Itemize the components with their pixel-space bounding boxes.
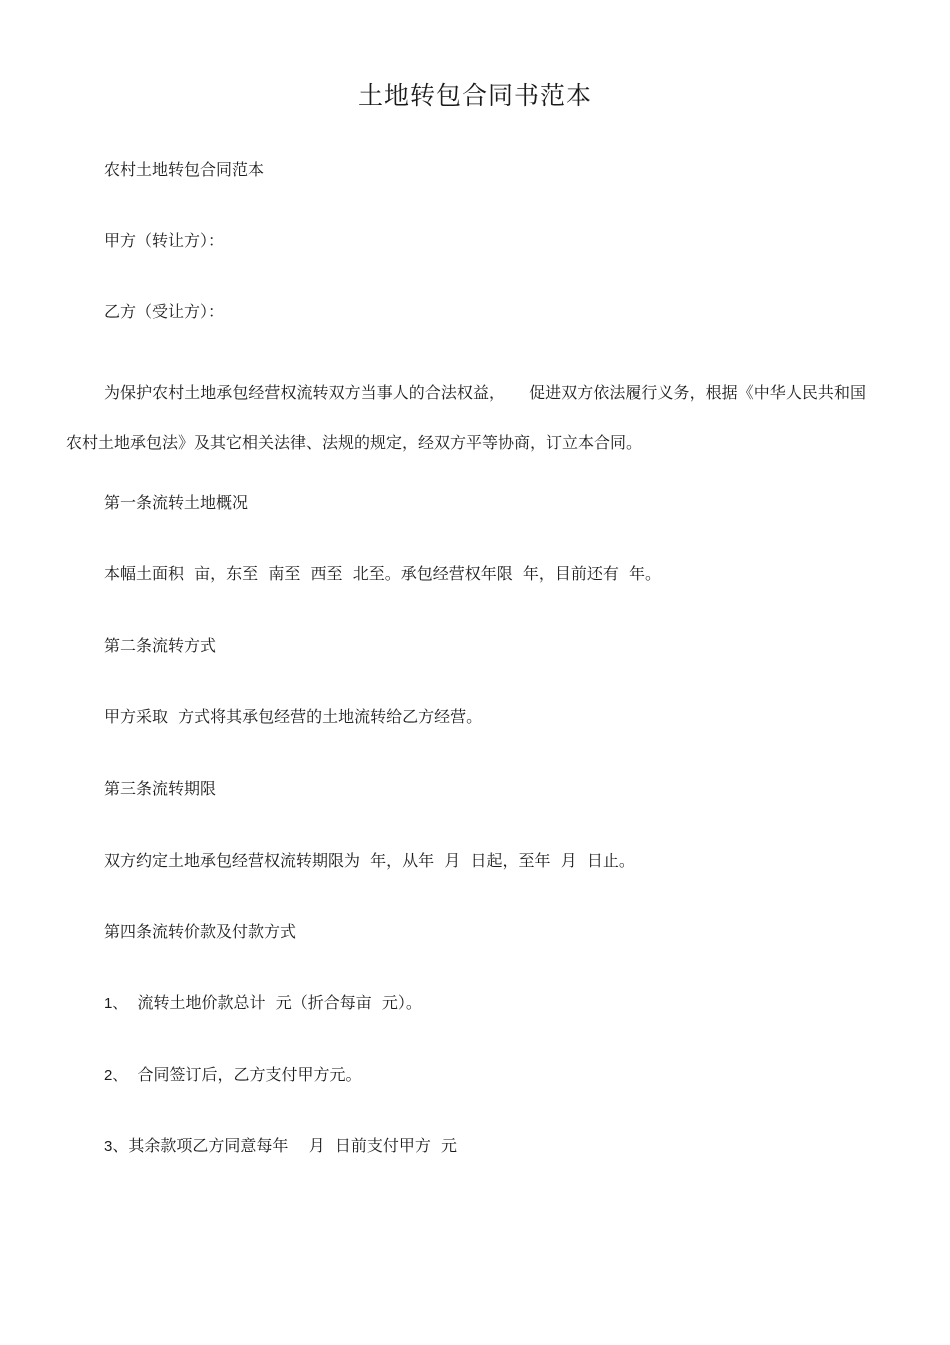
article-3-text: 双方约定土地承包经营权流转期限为 年，从年 月 日起，至年 月 日止。 [104, 851, 635, 870]
payment-item-2 [104, 1063, 362, 1088]
item-text: 、其余款项乙方同意每年 月 日前支付甲方 元 [112, 1136, 458, 1155]
item-text: 合同签订后，乙方支付甲方元。 [127, 1065, 362, 1084]
article-1-text: 本幅土面积 亩，东至 南至 西至 北至。承包经营权年限 年，目前还有 年。 [104, 564, 662, 583]
article-3-heading: 第三条流转期限 [104, 779, 217, 798]
item-number: 1、 [104, 995, 128, 1012]
party-b-line: 乙方（受让方）： [104, 302, 225, 321]
payment-item-1 [104, 991, 422, 1016]
item-number: 3 [104, 1138, 113, 1155]
payment-item-3 [104, 1134, 457, 1159]
party-a-line: 甲方（转让方）： [104, 231, 225, 250]
article-2-heading: 第二条流转方式 [104, 636, 217, 655]
document-subtitle: 农村土地转包合同范本 [104, 160, 265, 179]
item-number: 2、 [104, 1067, 128, 1084]
item-text: 流转土地价款总计 元（折合每亩 元）。 [127, 993, 422, 1012]
preamble-paragraph: 为保护农村土地承包经营权流转双方当事人的合法权益， 促进双方依法履行义务，根据《中华人民共和国农村土地承包法》及其它相关法律、法规的规定，经双方平等协商，订立本合同。 [66, 383, 866, 452]
article-2-text: 甲方采取 方式将其承包经营的土地流转给乙方经营。 [104, 707, 483, 726]
document-title: 土地转包合同书范本 [357, 81, 592, 110]
article-1-heading: 第一条流转土地概况 [104, 493, 249, 512]
article-4-heading: 第四条流转价款及付款方式 [104, 922, 297, 941]
